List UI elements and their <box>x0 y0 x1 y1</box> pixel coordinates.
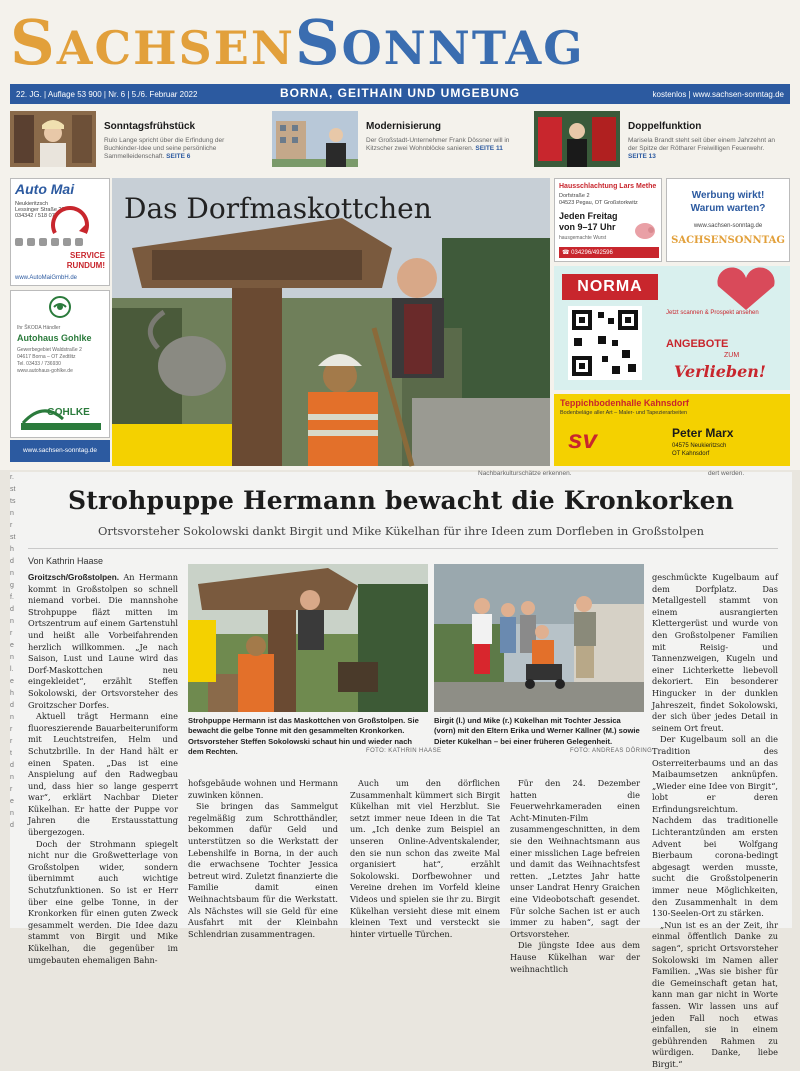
info-bar <box>10 84 790 104</box>
photo-credit-2: FOTO: ANDREAS DÖRING <box>570 748 653 754</box>
article-paragraph: hofsgebäude wohnen und Hermann zuwinken können. <box>188 778 338 800</box>
pig-icon <box>633 217 657 241</box>
ad-gohlke-contact: Gewerbegebiet Waldstraße 2 04617 Borna – OT Zedtlitz Tel. 03433 / 736930 www.autohaus-gohlke.de <box>17 347 82 374</box>
hero-photo <box>112 178 550 466</box>
ad-auto-mai-title: Auto Mai <box>15 181 75 197</box>
ad-werbung-title: Werbung wirkt! Warum warten? <box>690 190 766 214</box>
ad-auto-mai-web[interactable]: www.AutoMaiGmbH.de <box>15 275 78 281</box>
top-text-fragment: Nachbarkulturschätze erkennen. <box>478 470 572 477</box>
heart-icon <box>704 270 788 314</box>
teaser-title: Modernisierung <box>366 121 442 132</box>
article-dateline: Groitzsch/Großstolpen. <box>28 573 119 582</box>
ad-hs-phone: ☎ 034296/492596 <box>559 247 659 258</box>
teaser-text: Marisela Brandt steht seit über einem Jahrzehnt an der Spitze der Rötharer Freiwilligen Feuerwehr. SEITE 13 <box>628 137 776 160</box>
article-column-3 <box>350 778 500 940</box>
right-ad-column <box>554 178 790 466</box>
edition-region: BORNA, GEITHAIN UND UMGEBUNG <box>280 86 520 100</box>
article-byline: Von Kathrin Haase <box>28 556 104 566</box>
photo-strohpuppe-scene <box>188 564 428 712</box>
article-column-1 <box>28 572 178 966</box>
article-paragraph: Sie bringen das Sammelgut regelmäßig zum Schrotthändler, bekommen dafür Geld und unterstützen so die Werkstatt der Lebenshilfe in Borna, in der auch die erwachsene Tochter Jessica betreut wird. Zuletzt finanzierte die Familie damit einen Weihnachtsbaum für die Werkstatt. Als Nächstes will sie Geld für eine Ausfahrt mit der Kleinbahn Schlendrian zusammentragen. <box>188 801 338 939</box>
masthead-word-1: SACHSEN <box>10 6 295 79</box>
norma-zum: ZUM <box>724 352 740 359</box>
ad-werbung-brand: SACHSENSONNTAG <box>671 235 785 246</box>
teaser-text: Rulo Lange spricht über die Erfindung der Buchkinder-Idee und seine persönliche Sammelleidenschaft. SEITE 6 <box>104 137 225 160</box>
ad-gohlke-dealer: Ihr ŠKODA Händler <box>17 325 61 331</box>
article-paragraph: Der Kugelbaum soll an die Tradition des Osterreiterbaums und an das Maibaumsetzen anknüpfen. „Wieder eine Idee von Birgit“, lobt er deren Erfindungsreichtum. Nachdem das traditionelle Lichterantzünden am ersten Advent bei Wolfgang Bierbaum corona-bedingt abgesagt werden musste, sucht die Großstolpenerin immer neue Möglichkeiten, den Zusammenhalt in dem 130-Seelen-Ort zu stärken. <box>652 734 778 919</box>
norma-verlieben: Verlieben! <box>674 362 766 381</box>
ad-gohlke-title: Autohaus Gohlke <box>17 333 92 343</box>
teaser-sonntagsfruehstueck[interactable] <box>10 107 266 173</box>
hero-title: Das Dorfmaskottchen <box>124 192 432 225</box>
article-paragraph: Groitzsch/Großstolpen. An Hermann kommt in Großstolpen so schnell niemand vorbei. Die mannshohe Strohpuppe fläzt mitten im Ortszentrum auf einem Gartenstuhl und heißt alle Vorbeifahrenden herzlich willkommen. „Je nach Saison, Lust und Laune wird das Dorf-Maskottchen neu eingekleidet“, erzählt Steffen Sokolowski, der Ortsvorsteher des Groitzscher Dorfes. <box>28 572 178 710</box>
divider <box>28 548 778 549</box>
article-paragraph: Für den 24. Dezember hatten die Feuerwehrkameraden einen Acht-Minuten-Film zusammengeschnitten, in dem sie den Weihnachtsmann aus einer misslichen Lage befreien und damit das Weihnachtsfest retten. „Letztes Jahr hatte unser Landrat Henry Graichen eine Videobotschaft gesendet. Für solche Sachen ist er auch immer zu haben“, sagt der Ortsvorsteher. <box>510 778 640 939</box>
article-paragraph: Die jüngste Idee aus dem Hause Kükelhan war der weihnachtlich <box>510 940 640 974</box>
top-text-fragment: dert werden. <box>708 470 745 477</box>
left-ad-column <box>10 178 110 466</box>
photo-familie-scene <box>434 564 644 712</box>
ad-hs-title: Hausschlachtung Lars Methe <box>559 183 657 190</box>
photo-caption-2: Birgit (l.) und Mike (r.) Kükelhan mit Tochter Jessica (vorn) mit den Eltern Erika und Werner Källner (M.) sowie Dieter Kükelhan – bei einer früheren Gelegenheit. <box>434 716 640 746</box>
skoda-logo-icon <box>45 295 75 321</box>
article-paragraph: geschmückte Kugelbaum auf dem Dorfplatz. Das Metallgestell stammt von einem ausrangierten Klettergerüst und wurde von den Großstolpener Familien mit Reisig- und Tannenzweigen, Kugeln und einer Lichterkette liebevoll dekoriert. Ein besonderer Hingucker in der dunklen Jahreszeit, findet Sokolowski, der sich über jedes Detail in seinem Ort freut. <box>652 572 778 733</box>
article-photo-familie <box>434 564 644 712</box>
ad-auto-mai-address: Neukieritzsch Lessinger Straße 27 034342 / 518 07 <box>15 201 65 219</box>
photo-credit-1: FOTO: KATHRIN HAASE <box>366 748 442 754</box>
article-headline: Strohpuppe Hermann bewacht die Kronkorken <box>67 486 735 515</box>
masthead <box>10 4 790 84</box>
ad-hs-note: hausgemachte Wurst <box>559 235 607 241</box>
ad-tepp-logo: sv <box>568 424 597 454</box>
front-page <box>0 0 800 470</box>
teaser-text: Der Großstadt-Unternehmer Frank Dössner will in Kitzscher zwei Wohnblöcke sanieren. SEITE 11 <box>366 137 510 152</box>
article-paragraph: Aktuell trägt Hermann eine fluoreszierende Bauarbeiteruniform mit Leuchtstreifen, Helm und Schutzbrille. In der Hand hält er einen Spaten. „Das ist eine Anspielung auf den Radwegbau und, dass hier so lange gesperrt war“, erklärt Nachbar Dieter Kükelhan. Er hatte der Puppe vor Jahren die Erstausstattung übergezogen. <box>28 711 178 838</box>
teaser-doppelfunktion[interactable] <box>534 107 790 173</box>
article-column-5 <box>652 572 778 1071</box>
ad-hs-address: Dorfstraße 2 04523 Pegau, OT Großstorkwitz <box>559 193 638 206</box>
ad-werbung-web: www.sachsen-sonntag.de <box>693 223 763 229</box>
ad-tepp-address: 04575 Neukieritzsch OT Kahnsdorf <box>672 443 727 457</box>
prev-column-fragment: r. st ts n r st h d n g f. d n r e n l. e h d n r r t d n r e n d <box>10 474 16 829</box>
teaser-modernisierung[interactable] <box>272 107 528 173</box>
article-photo-strohpuppe <box>188 564 428 712</box>
article-column-4 <box>510 778 640 975</box>
masthead-word-2: SONNTAG <box>294 6 585 79</box>
article-paragraph: „Nun ist es an der Zeit, ihr einmal öffentlich Danke zu sagen“, spricht Ortsvorsteher Sokolowski im Namen aller Familien. „Was sie bisher für die Gemeinschaft getan hat, kann man gar nicht in Worte fassen. Wir lassen uns auf jeden Fall noch etwas einfallen, sie in einem gebührenden Rahmen zu würdigen. Danke, liebe Birgit.“ <box>652 919 778 1069</box>
ad-auto-mai[interactable] <box>10 178 110 286</box>
photo-caption-1: Strohpuppe Hermann ist das Maskottchen von Großstolpen. Sie bewacht die gelbe Tonne mit den gesammelten Kronkorken. Ortsvorsteher Steffen Sokolowski schaut hin und wieder nach dem Rechten. <box>188 716 419 757</box>
ad-tepp-name: Peter Marx <box>672 426 734 440</box>
ad-norma[interactable] <box>554 266 790 390</box>
service-icons <box>15 237 107 247</box>
info-bar-web: kostenlos | www.sachsen-sonntag.de <box>652 90 784 99</box>
article-paragraph: Auch um den dörflichen Zusammenhalt kümmert sich Birgit Kükelhan mit viel Herzblut. Sie setzt immer neue Ideen in die Tat um. „Ich denke zum Beispiel an unseren Online-Adventskalender, den sie nun schon das zweite Mal organisiert hat“, erzählt Sokolowski. Dorfbewohner und Vereine drehen im Vorfeld kleine Videos und spielen sie ihr zu. Birgit Kükelhan versieht diese mit einem kleinen Text und versteckt sie hinter virtuelle Türchen. <box>350 778 500 939</box>
qr-code-icon[interactable] <box>568 306 642 380</box>
ad-tepp-sub: Bodenbeläge aller Art – Maler- und Tapezierarbeiten <box>560 410 688 416</box>
ad-werbung-wirkt[interactable] <box>666 178 790 262</box>
norma-logo: NORMA <box>562 274 658 300</box>
teaser-photo-1 <box>10 111 96 167</box>
ad-hs-hours: Jeden Freitag von 9–17 Uhr <box>559 211 618 232</box>
ad-autohaus-gohlke[interactable] <box>10 290 110 438</box>
ad-hausschlachtung[interactable] <box>554 178 662 262</box>
teaser-title: Doppelfunktion <box>628 121 702 132</box>
teaser-title: Sonntagsfrühstück <box>104 121 196 132</box>
norma-scan-text: Jetzt scannen & Prospekt ansehen <box>666 310 759 316</box>
teaser-row <box>10 107 790 175</box>
web-footer[interactable]: www.sachsen-sonntag.de <box>10 440 110 462</box>
article-paragraph: Doch der Strohmann spiegelt nicht nur die Großwetterlage von Großstolpen wider, sondern übernimmt auch wichtige Schutzfunktionen. So ist er Herr über eine gelbe Tonne, in der Kronkorken für einen guten Zweck gesammelt werden. Die Idee dazu stammt von Birgit und Mike Kükelhan, die gegenüber im umgebauten ehemaligen Bahn- <box>28 838 178 965</box>
ad-teppichbodenhalle[interactable] <box>554 394 790 466</box>
article-subheadline: Ortsvorsteher Sokolowski dankt Birgit und Mike Kükelhan für ihre Ideen zum Dorfleben in Großstolpen <box>98 524 704 538</box>
teaser-photo-2 <box>272 111 358 167</box>
ad-tepp-title: Teppichbodenhalle Kahnsdorf <box>560 398 689 408</box>
issue-info: 22. JG. | Auflage 53 900 | Nr. 6 | 5./6. Februar 2022 <box>16 90 198 99</box>
gohlke-logo-text: GOHLKE <box>47 407 90 418</box>
norma-angebote: ANGEBOTE <box>666 338 729 350</box>
article-page <box>10 470 792 1069</box>
ad-auto-mai-service: SERVICE RUNDUM! <box>66 251 105 270</box>
teaser-photo-3 <box>534 111 620 167</box>
article-column-2 <box>188 778 338 940</box>
